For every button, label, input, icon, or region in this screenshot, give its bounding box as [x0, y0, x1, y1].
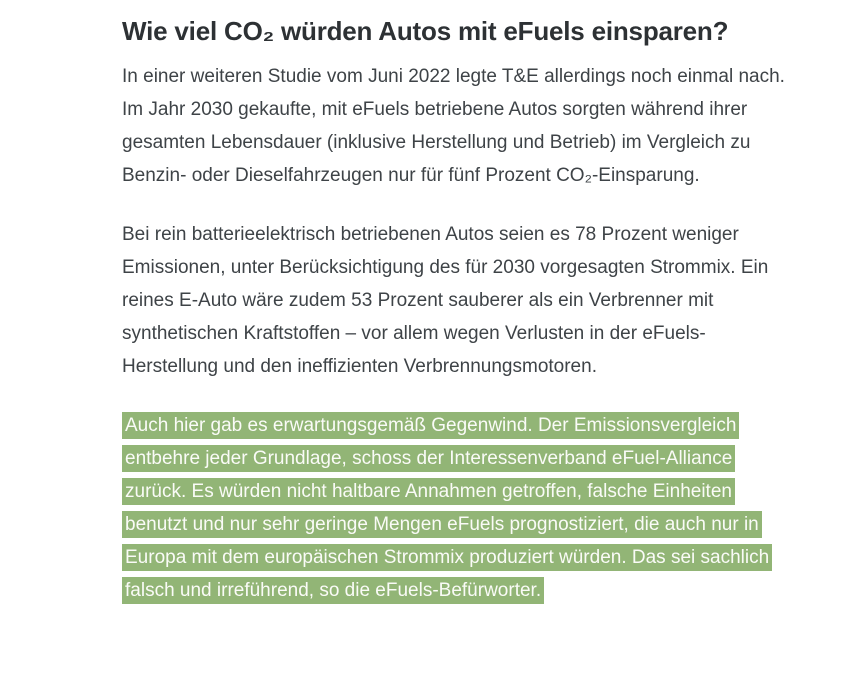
paragraph-study-intro: In einer weiteren Studie vom Juni 2022 legte T&E allerdings noch einmal nach. Im Jahr 2030 gekaufte, mit eFuels betriebene Autos sorgten während ihrer gesamten Lebensdauer (inklusive Herstellung und Betrieb) im Vergleich zu Benzin- oder Dieselfahrzeugen nur für fünf Prozent CO₂-Einsparung.: [122, 66, 785, 186]
highlighted-passage: Auch hier gab es erwartungsgemäß Gegenwind. Der Emissionsvergleich entbehre jeder Grundlage, schoss der Interessenverband eFuel-Alliance zurück. Es würden nicht haltbare Annahmen getroffen, falsche Einheiten benutzt und nur sehr geringe Mengen eFuels prognostiziert, die auch nur in Europa mit dem europäischen Strommix produziert würden. Das sei sachlich falsch und irreführend, so die eFuels-Befürworter.: [122, 412, 772, 604]
article-heading: Wie viel CO₂ würden Autos mit eFuels einsparen?: [122, 16, 729, 46]
paragraph-efuel-alliance-response: [122, 409, 787, 607]
article-content: [122, 14, 787, 607]
paragraph-ev-comparison: Bei rein batterieelektrisch betriebenen Autos seien es 78 Prozent weniger Emissionen, unter Berücksichtigung des für 2030 vorgesagten Strommix. Ein reines E-Auto wäre zudem 53 Prozent sauberer als ein Verbrenner mit synthetischen Kraftstoffen – vor allem wegen Verlusten in der eFuels-Herstellung und den ineffizienten Verbrennungsmotoren.: [122, 224, 769, 377]
